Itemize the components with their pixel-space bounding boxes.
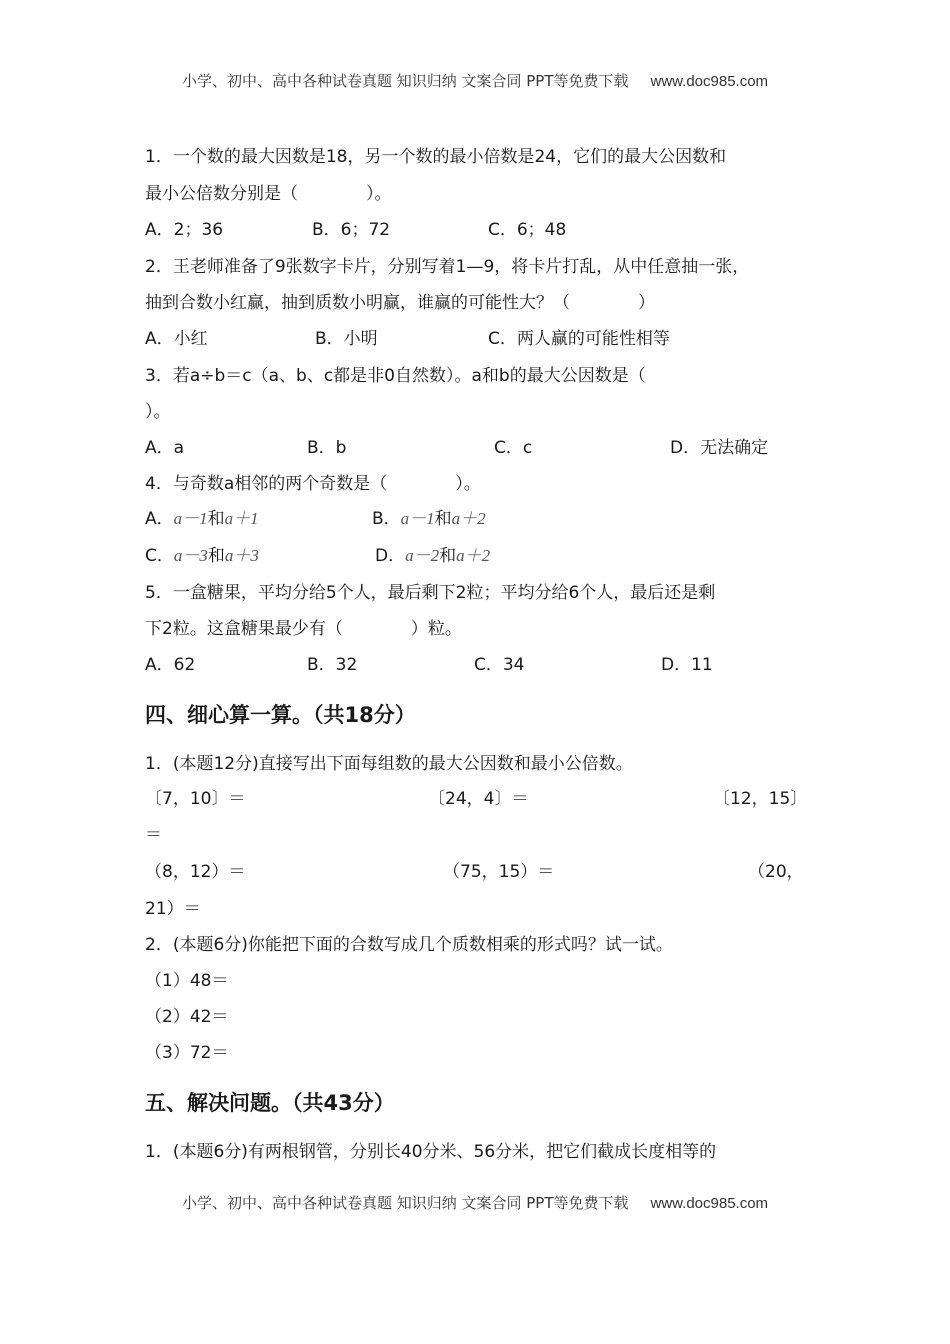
s4-r2-item1: （8，12）＝: [145, 862, 246, 882]
q4-b-expr2: a＋2: [451, 509, 486, 528]
q4-d-label: D．: [375, 546, 406, 566]
q3-option-a: A．a: [145, 438, 185, 458]
q5-option-d: D．11: [661, 655, 713, 675]
q3-line1: 3．若a÷b＝c（a、b、c都是非0自然数）。a和b的最大公因数是（: [145, 366, 646, 386]
q4-b-label: B．: [372, 509, 401, 529]
q2-line2: 抽到合数小红赢，抽到质数小明赢，谁赢的可能性大？（ ）: [145, 293, 655, 313]
q4-a-and: 和: [207, 509, 225, 529]
q1-option-a: A．2；36: [145, 220, 224, 240]
q2-option-a: A．小红: [145, 329, 208, 349]
q4-b-and: 和: [434, 509, 452, 529]
s4-q2-title: 2．(本题6分)你能把下面的合数写成几个质数相乘的形式吗？试一试。: [145, 935, 673, 955]
q4-a-label: A．: [145, 509, 174, 529]
q3-line2: ）。: [145, 402, 171, 422]
q2-option-c: C．两人赢的可能性相等: [488, 329, 670, 349]
s4-r2-item3: （20，: [748, 862, 804, 882]
q5-option-c: C．34: [474, 655, 525, 675]
section4-title: 四、细心算一算。（共18分）: [145, 703, 416, 727]
s4-item-2: （2）42＝: [145, 1007, 229, 1027]
q2-option-b: B．小明: [315, 329, 378, 349]
q4-option-d: [375, 545, 490, 567]
q5-line1: 5．一盒糖果，平均分给5个人，最后剩下2粒；平均分给6个人，最后还是剩: [145, 583, 716, 603]
s4-item-1: （1）48＝: [145, 971, 229, 991]
q4-line1: 4．与奇数a相邻的两个奇数是（ ）。: [145, 474, 481, 494]
page-header: [0, 70, 950, 91]
q5-line2: 下2粒。这盒糖果最少有（ ）粒。: [145, 619, 462, 639]
s4-r1-item3: 〔12，15〕: [713, 789, 808, 809]
q1-line1: 1．一个数的最大因数是18，另一个数的最小倍数是24，它们的最大公因数和: [145, 147, 727, 167]
header-text: 小学、初中、高中各种试卷真题 知识归纳 文案合同 PPT等免费下载: [181, 72, 629, 90]
q4-d-and: 和: [439, 546, 457, 566]
footer-site: www.doc985.com: [650, 1195, 769, 1212]
q4-c-label: C．: [145, 546, 174, 566]
s4-r2-item2: （75，15）＝: [443, 862, 555, 882]
q5-option-b: B．32: [307, 655, 358, 675]
q3-option-c: C．c: [494, 438, 533, 458]
s4-r2-wrap: 21）＝: [145, 899, 201, 919]
header-site: www.doc985.com: [650, 73, 769, 90]
s4-r1-item2: 〔24，4〕＝: [428, 789, 529, 809]
q5-option-a: A．62: [145, 655, 196, 675]
q4-option-b: [372, 508, 486, 530]
q4-d-expr2: a＋2: [456, 546, 491, 565]
page-footer: [0, 1192, 950, 1213]
q3-option-b: B．b: [307, 438, 347, 458]
s4-item-3: （3）72＝: [145, 1043, 229, 1063]
q1-option-c: C．6；48: [488, 220, 567, 240]
q4-option-a: [145, 508, 259, 530]
q4-c-expr2: a＋3: [224, 546, 259, 565]
q4-a-expr1: a－1: [173, 509, 208, 528]
footer-text: 小学、初中、高中各种试卷真题 知识归纳 文案合同 PPT等免费下载: [181, 1194, 629, 1212]
q1-option-b: B．6；72: [312, 220, 391, 240]
s4-r1-wrap: ＝: [145, 825, 162, 845]
section5-title: 五、解决问题。（共43分）: [145, 1091, 395, 1115]
s5-q1-line1: 1．(本题6分)有两根钢管，分别长40分米、56分米，把它们截成长度相等的: [145, 1142, 717, 1162]
q4-option-c: [145, 545, 259, 567]
q4-b-expr1: a－1: [400, 509, 435, 528]
s4-r1-item1: 〔7，10〕＝: [145, 789, 246, 809]
q2-line1: 2．王老师准备了9张数字卡片，分别写着1—9，将卡片打乱，从中任意抽一张，: [145, 257, 750, 277]
q3-option-d: D．无法确定: [670, 438, 769, 458]
q4-d-expr1: a－2: [405, 546, 440, 565]
s4-q1-title: 1．(本题12分)直接写出下面每组数的最大公因数和最小公倍数。: [145, 754, 633, 774]
q1-line2: 最小公倍数分别是（ ）。: [145, 184, 392, 204]
q4-c-expr1: a－3: [173, 546, 208, 565]
q4-c-and: 和: [207, 546, 225, 566]
q4-a-expr2: a＋1: [224, 509, 259, 528]
